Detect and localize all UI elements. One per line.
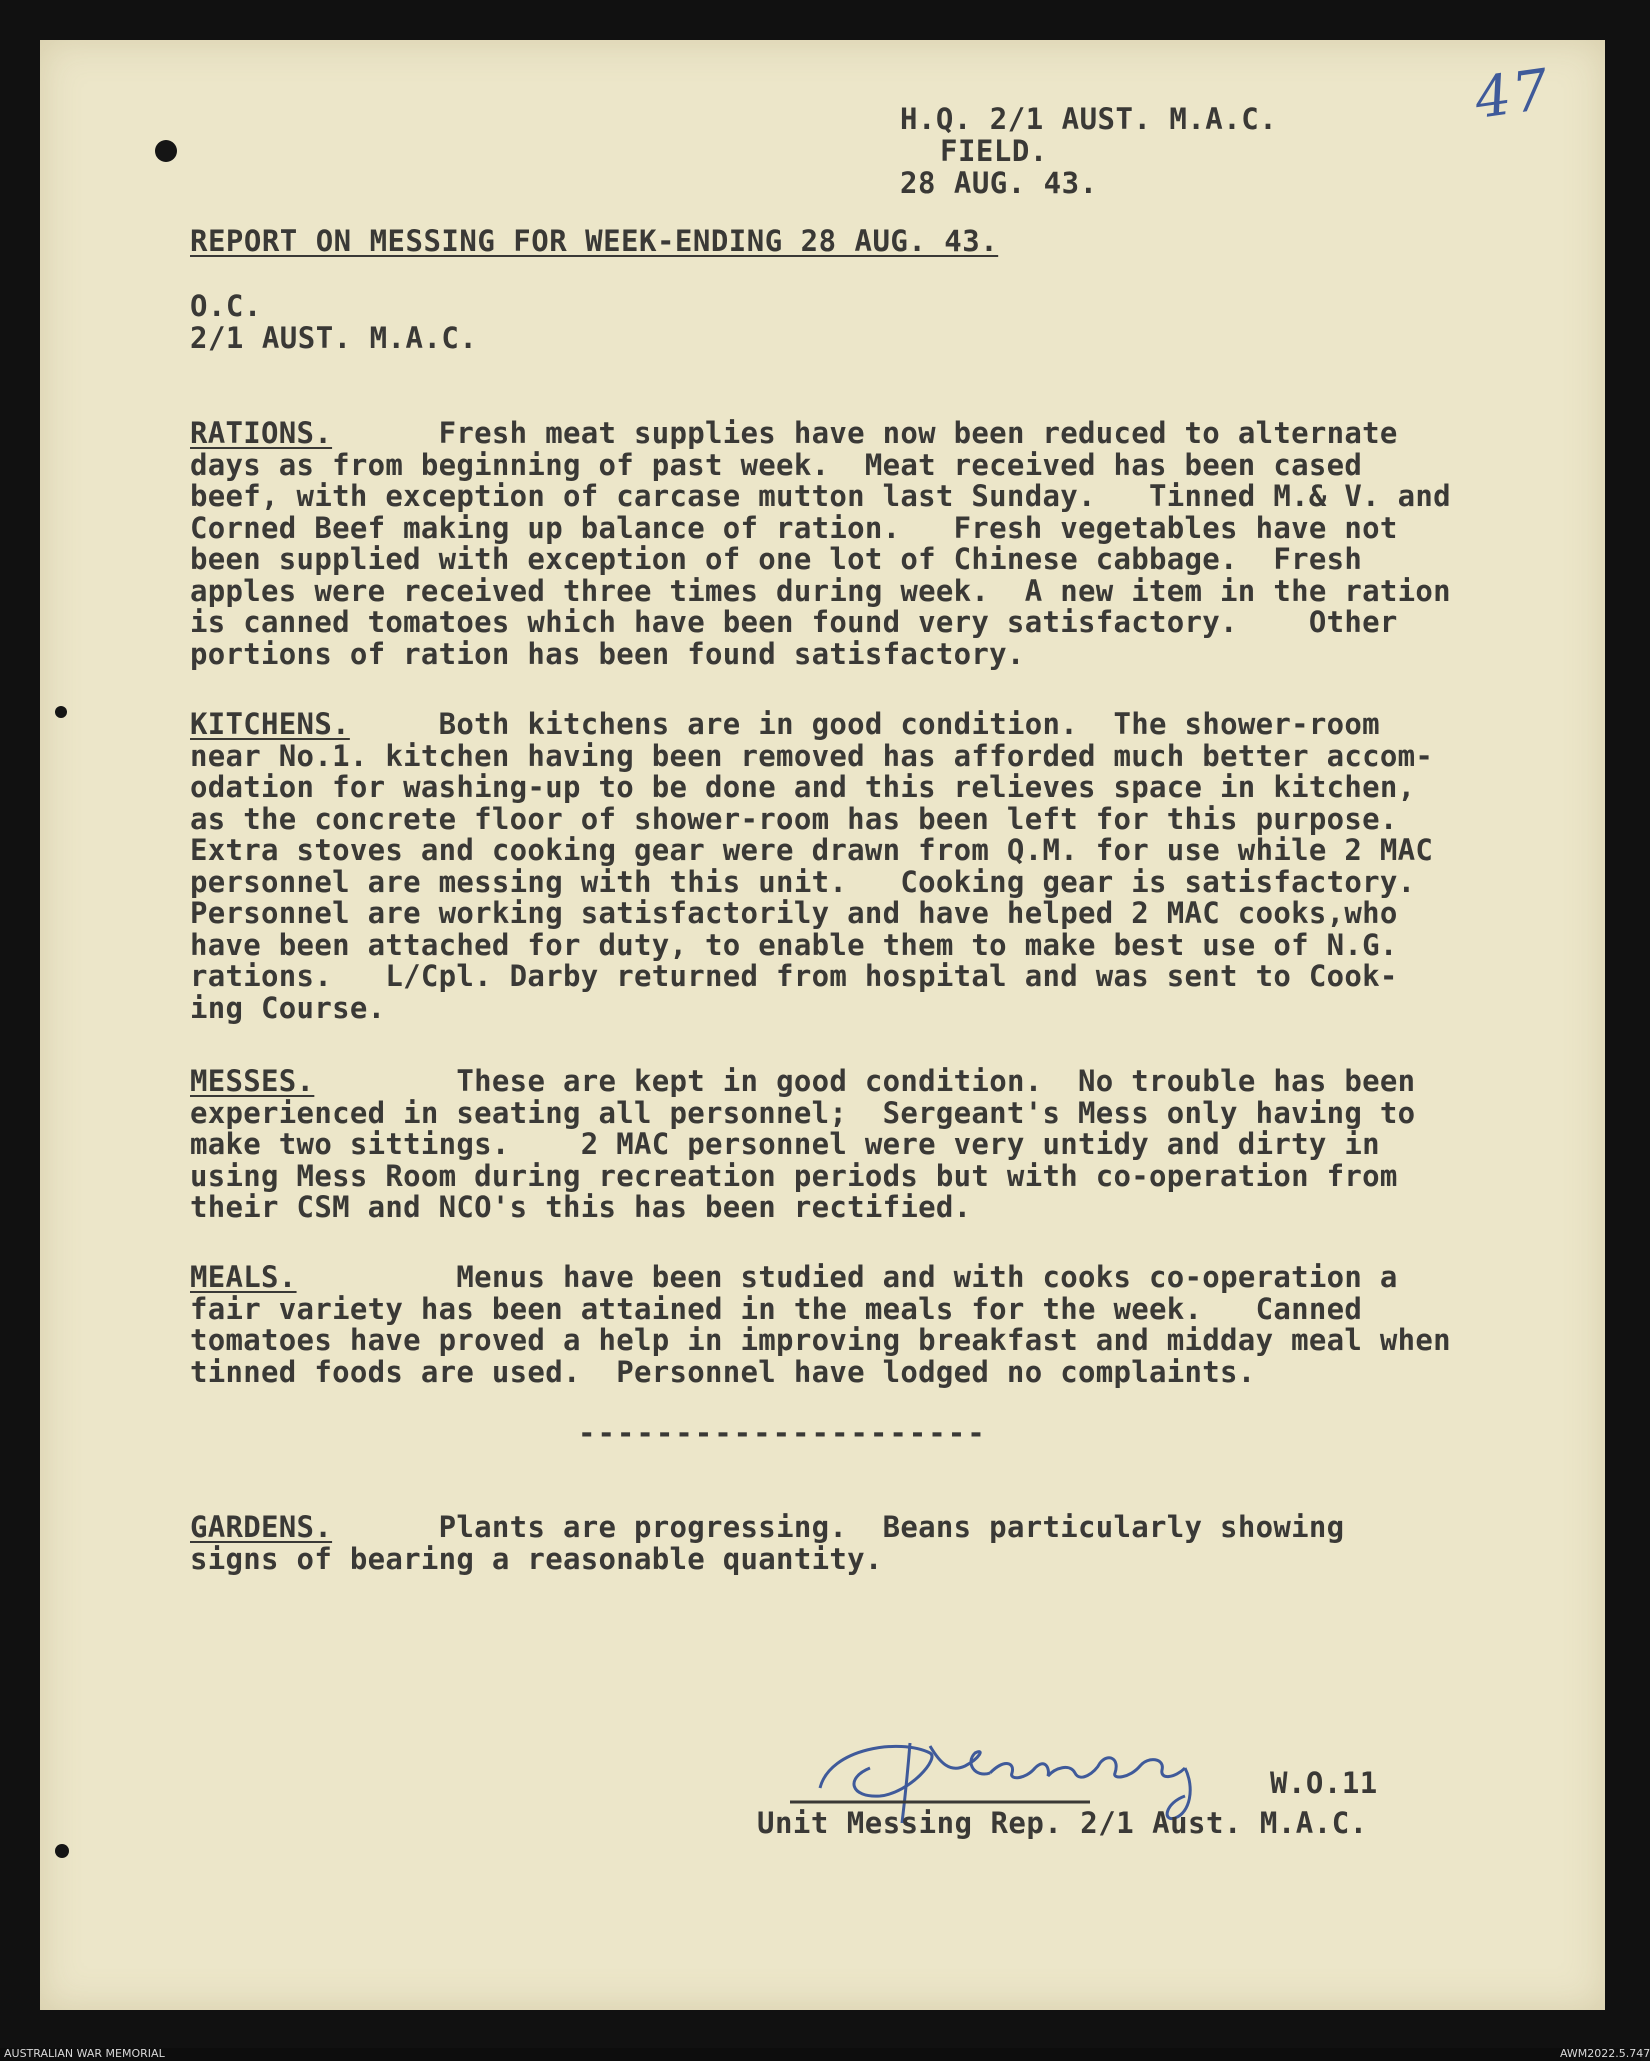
section-line: signs of bearing a reasonable quantity. xyxy=(190,1541,883,1576)
signatory-title: Unit Messing Rep. 2/1 Aust. M.A.C. xyxy=(757,1806,1368,1840)
section-rations xyxy=(190,418,1451,670)
section-line: have been attached for duty, to enable them to make best use of N.G. xyxy=(190,927,1398,962)
section-line: Personnel are working satisfactorily and have helped 2 MAC cooks,who xyxy=(190,896,1398,930)
section-line: rations. L/Cpl. Darby returned from hospital and was sent to Cook- xyxy=(190,959,1398,993)
section-line: days as from beginning of past week. Meat received has been cased xyxy=(190,447,1363,482)
section-line: Extra stoves and cooking gear were drawn from Q.M. for use while 2 MAC xyxy=(190,833,1434,867)
footer-institution: AUSTRALIAN WAR MEMORIAL xyxy=(4,2047,165,2060)
section-line xyxy=(190,418,1451,450)
section-meals xyxy=(190,1262,1451,1388)
section-messes xyxy=(190,1066,1415,1224)
section-line xyxy=(190,1512,1344,1544)
section-line: Corned Beef making up balance of ration. Fresh vegetables have not xyxy=(190,510,1398,545)
section-line: tomatoes have proved a help in improving breakfast and midday meal when xyxy=(190,1323,1451,1357)
punch-hole-top xyxy=(155,140,177,162)
section-line: odation for washing-up to be done and this relieves space in kitchen, xyxy=(190,770,1416,804)
section-line: their CSM and NCO's this has been rectified. xyxy=(190,1190,972,1224)
section-line xyxy=(190,709,1433,741)
report-title: REPORT ON MESSING FOR WEEK-ENDING 28 AUG. 43. xyxy=(190,224,999,258)
section-line: personnel are messing with this unit. Cooking gear is satisfactory. xyxy=(190,864,1416,899)
section-line: experienced in seating all personnel; Sergeant's Mess only having to xyxy=(190,1095,1416,1130)
footer-reference: AWM2022.5.747 xyxy=(1560,2047,1650,2060)
section-line: using Mess Room during recreation periods but with co-operation from xyxy=(190,1158,1398,1193)
addressee-line-1: O.C. xyxy=(190,289,262,323)
section-heading: MEALS. xyxy=(190,1260,297,1294)
section-text: Fresh meat supplies have now been reduced to alternate xyxy=(438,416,1398,450)
section-line: ing Course. xyxy=(190,990,386,1025)
section-line: near No.1. kitchen having been removed has afforded much better accom- xyxy=(190,738,1434,773)
section-heading: GARDENS. xyxy=(190,1510,333,1544)
addressee-line-2: 2/1 AUST. M.A.C. xyxy=(190,321,478,355)
section-line: apples were received three times during week. A new item in the ration xyxy=(190,573,1451,608)
section-line: fair variety has been attained in the meals for the week. Canned xyxy=(190,1291,1363,1326)
section-line: portions of ration has been found satisfactory. xyxy=(190,636,1025,671)
section-text: Plants are progressing. Beans particularly showing xyxy=(438,1510,1345,1544)
handwritten-page-number: 47 xyxy=(1470,57,1555,132)
separator-line: --------------------- xyxy=(578,1416,987,1450)
section-line: is canned tomatoes which have been found very satisfactory. Other xyxy=(190,605,1398,639)
section-line: tinned foods are used. Personnel have lodged no complaints. xyxy=(190,1354,1256,1389)
section-heading: RATIONS. xyxy=(190,416,333,450)
section-line: as the concrete floor of shower-room has been left for this purpose. xyxy=(190,801,1398,836)
section-line: been supplied with exception of one lot of Chinese cabbage. Fresh xyxy=(190,542,1363,576)
section-gardens xyxy=(190,1512,1344,1575)
section-text: These are kept in good condition. No trouble has been xyxy=(456,1064,1416,1098)
signatory-rank: W.O.11 xyxy=(1270,1766,1378,1800)
section-kitchens xyxy=(190,709,1433,1024)
header-line-3: 28 AUG. 43. xyxy=(900,166,1098,200)
section-text: Both kitchens are in good condition. The shower-room xyxy=(438,707,1380,741)
section-heading: KITCHENS. xyxy=(190,707,350,741)
header-line-2: FIELD. xyxy=(940,134,1048,168)
header-line-1: H.Q. 2/1 AUST. M.A.C. xyxy=(900,102,1278,136)
section-line: make two sittings. 2 MAC personnel were very untidy and dirty in xyxy=(190,1127,1380,1161)
punch-hole-middle xyxy=(55,706,67,718)
section-text: Menus have been studied and with cooks co-operation a xyxy=(456,1260,1398,1294)
footer-bar xyxy=(0,2048,1641,2061)
section-heading: MESSES. xyxy=(190,1064,315,1098)
section-line xyxy=(190,1066,1415,1098)
section-line: beef, with exception of carcase mutton last Sunday. Tinned M.& V. and xyxy=(190,479,1451,513)
punch-hole-bottom xyxy=(55,1844,69,1858)
section-line xyxy=(190,1262,1451,1294)
